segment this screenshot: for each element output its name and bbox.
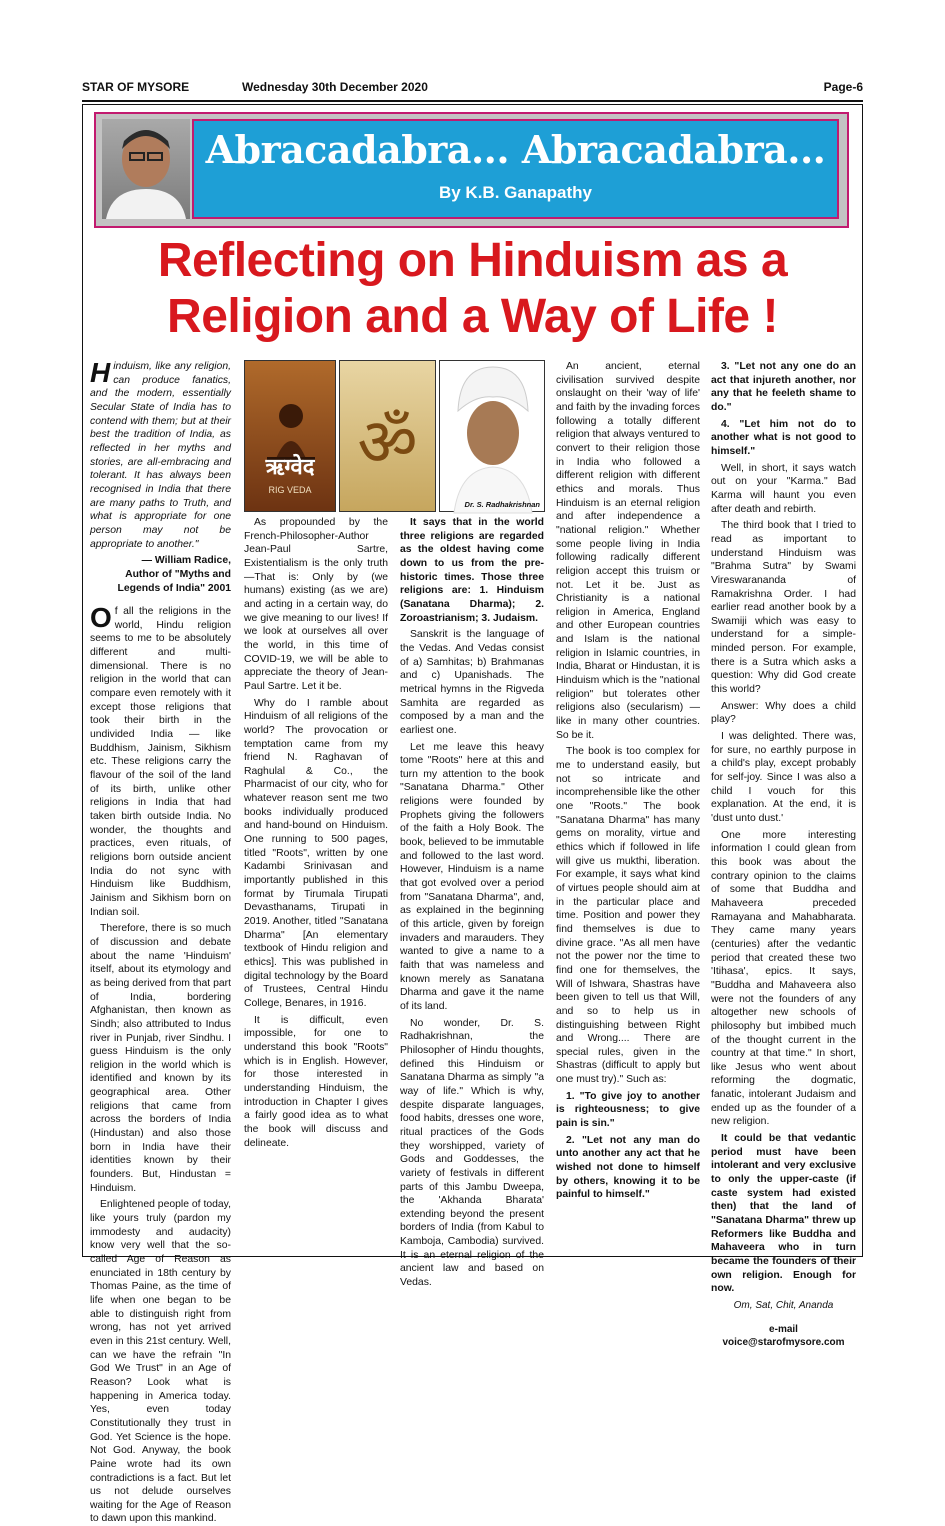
paragraph: Why do I ramble about Hinduism of all religions of the world? The provocation or temptation came from my friend N. Raghavan of Raghulal & Co., the Pharmacist of our city, who for whatever reason sent me two books individually produced and hand-bound on Hinduism. One running to 500 pages, titled "Roots", written by one Kadambi Srinivasan and importantly published in this format by Tirumala Tirupati Devasthanams, Tirupati in 2019. Another, titled "Sanatana Dharma" [An elementary textbook of Hindu religion and ethics]. This was published in digital technology by the Board of Trustees, Central Hindu College, Benares, in 1916.: [244, 697, 388, 1009]
column-2: [244, 516, 388, 1255]
paragraph: The third book that I tried to read as important to understand Hinduism was "Brahma Sutra" by Swami Vireswarananda of Ramakrishna Order. I had earlier read another book by a Swamiji which was easy to understand for a simple-minded person. For example, there is a Sutra which asks a question: Why did God create this world?: [711, 520, 856, 696]
quote-dropcap: H: [90, 357, 111, 388]
masthead: [82, 78, 863, 102]
issue-date: Wednesday 30th December 2020: [242, 80, 428, 94]
paragraph: Let me leave this heavy tome "Roots" here at this and turn my attention to the book "Sanatana Dharma." Other religions were founded by Prophets giving the followers of the faith a Holy Book. The book, believed to be immutable and followed to the last word. However, Hinduism is a name that got evolved over a period from "Sanatana Dharma", and, as explained in the beginning of this article, given by foreign invaders and marauders. They wanted to give a name to a faith that was nameless and known merely as Sanatana Dharma and gave it the name of its land.: [400, 741, 544, 1012]
article-dropcap: O: [90, 602, 112, 634]
paragraph: Enlightened people of today, like yours truly (pardon my immodesty and audacity) know very well that the so-called Age of Reason as enunciated in 18th century by Thomas Paine, as the time of life when one began to be able to distinguish right from wrong, has not yet arrived even in this 21st century. Well, can we have the refrain "In God We Trust" in an Age of Reason? Look what is happening in America today. Yes, even today Constitutionally they trust in God. Yet Science is the hope. Not God. Anyway, the book Paine wrote had its own contradictions is a fact. But let us not delude ourselves waiting for the Age of Reason to dawn upon this mankind.: [90, 1199, 231, 1525]
paragraph: Well, in short, it says watch out on your "Karma." Bad Karma will haunt you even after death and rebirth.: [711, 462, 856, 515]
paragraph: 2. "Let not any man do unto another any act that he wished not done to himself by others, knowing it to be painful to himself.": [556, 1134, 700, 1201]
paragraph: The book is too complex for me to understand easily, but not so intricate and incomprehensible like the other one "Roots." The book "Sanatana Dharma" has many gems on morality, virtue and ethics which if followed in life will give us mukthi, liberation. For example, it says what kind of virtues people should aim at in the particular place and time. Position and power they find themselves is due to divine grace. "As all men have not the power nor the time to find one for themselves, the Will of Ishwara, Shastras have been given to tell us that Will, and so to help us in distinguishing between Right and Wrong.... There are special rules, given in the Shastras (difficult to apply but one must try)." Such as:: [556, 746, 700, 1086]
column-5: [711, 360, 856, 1349]
paper-name: STAR OF MYSORE: [82, 80, 190, 94]
paragraph: An ancient, eternal civilisation survived despite onslaught on their 'way of life' and faith by the invading forces following a totally different religion that always ventured to convert to their religion those in India who followed a different religion with different ethics and morals. Thus Hinduism is an eternal religion and after independence a "national religion." Whether some people living in India following radically different religion accept this truism or not. Let it be. Just as Christianity is a national religion in America, England and other European countries and Islam is the national religion in Islamic countries, in India, Bharat or Hindustan, it is Hinduism which is the "national religion" but tolerates other religions also (secularism) — like in many other countries. So be it.: [556, 361, 700, 741]
radhakrishnan-photo: [439, 360, 545, 512]
om-symbol: ॐ: [357, 404, 418, 481]
quote-attribution-3: Legends of India" 2001: [117, 582, 231, 594]
paragraph: No wonder, Dr. S. Radhakrishnan, the Philosopher of Hindu thoughts, defined this Hinduism or Sanatana Dharma as simply "a way of life." Which is why, despite disparate languages, food habits, dresses one wore, ritual practices of the Gods they worshipped, variety of Gods and Goddesses, the variety of festivals in different parts of this Jambu Dweepa, the 'Akhanda Bharata' extending beyond the present borders of India (from Kabul to Kamboja, Cambodia) survived. It is an eternal religion of the ancient law and based on Vedas.: [400, 1017, 544, 1289]
paragraph: It says that in the world three religions are regarded as the oldest having come down to us from the pre-historic times. Those three religions are: 1. Hinduism (Sanatana Dharma); 2. Zoroastrianism; 3. Judaism.: [400, 517, 544, 624]
banner-title-box: [192, 119, 839, 219]
column-4: [556, 360, 700, 1255]
quote-attribution-1: — William Radice,: [141, 555, 231, 567]
paragraph: Therefore, there is so much of discussion and debate about the name 'Hinduism' itself, about its etymology and as being derived from that part of India, bordering Afghanistan, then known as Sindh; also attributed to Indus river in Punjab, river Sindhu. I guess Hinduism is the only religion in the world which is identified and known by its geographical area. Other religions that came from across the borders of India (Hindustan) and also those born in India have their identities known by their founders. But, Hindustan = Hinduism.: [90, 923, 231, 1194]
paragraph: Answer: Why does a child play?: [711, 700, 856, 726]
paragraph: It is difficult, even impossible, for one to understand this book "Roots" which is in English. However, for those interested in understanding Hinduism, the introduction in Chapter I gives a fairly good idea as to what the book will discuss and delineate.: [244, 1014, 388, 1149]
rig-veda-image: [244, 360, 336, 512]
photo-caption: Dr. S. Radhakrishnan: [464, 500, 540, 509]
author-portrait: [102, 119, 190, 219]
rig-veda-subtitle: RIG VEDA: [268, 485, 312, 495]
paragraph: One more interesting information I could glean from this book was about the contrary opinion to the claims of some that Buddha and Mahaveera preceded Ramayana and Mahabharata. They came many years (centuries) after the vedantic period that created these two 'Itihasa', epics. It says, "Buddha and Mahaveera also were not the founders of any altogether new schools of philosophy but imbibed much of the thought current in the country at that time." In short, like Jesus who went about reforming the dogmatic, fanatic, intolerant Judaism and ended up as the founder of a new religion.: [711, 829, 856, 1128]
byline: By K.B. Ganapathy: [438, 183, 593, 202]
paragraph: As propounded by the French-Philosopher-Author Jean-Paul Sartre, Existentialism is the only truth —That is: Only by (we humans) existing (as we are) and acting in a certain way, do we give meaning to our lives! If we look at ourselves all over the world, in this time of COVID-19, we will be able to appreciate the theory of Jean-Paul Sartre. Let it be.: [244, 517, 388, 692]
column-title: Abracadabra... Abracadabra...: [205, 127, 826, 172]
column-1: [90, 357, 231, 1525]
paragraph: I was delighted. There was, for sure, no earthly purpose in a child's play, except probably for self-joy. Since I was also a child I vouch for this explanation. At the end, it is 'dust unto dust.': [711, 731, 856, 824]
paragraph: 4. "Let him not do to another what is not good to himself.": [711, 418, 856, 457]
column-banner: [94, 112, 849, 228]
headline-line-1: Reflecting on Hinduism as a: [157, 234, 788, 287]
page-number: Page-6: [823, 80, 863, 94]
email-label: e-mail: [769, 1323, 798, 1335]
rig-veda-title: ऋग्वेद: [265, 454, 315, 480]
paragraph: Of all the religions in the world, Hindu religion seems to me to be absolutely different and multi-dimensional. There is no religion in the world that can compare even remotely with it except those religions that took their birth in the undivided India — like Buddhism, Jainism, Sikhism etc. These religions carry the flavour of the soil of the land of its birth, unlike other religions in India that had taken birth outside India. No wonder, the thoughts and practices, even rituals, of religions born outside ancient India do not sync with Hinduism like Buddhism, Jainism and Sikhism born on Indian soil.: [90, 602, 231, 918]
paragraph: 1. "To give joy to another is righteousness; to give pain is sin.": [556, 1090, 700, 1130]
om-image: [339, 360, 436, 512]
paragraph: Sanskrit is the language of the Vedas. And Vedas consist of a) Samhitas; b) Brahmanas and c) Upanishads. The metrical hymns in the Rigveda Samhita are regarded as composed by a man and the earliest one.: [400, 629, 544, 736]
email-link[interactable]: voice@starofmysore.com: [722, 1337, 845, 1349]
quote: Hinduism, like any religion, can produce fanatics, and the modern, essentially Secular State of India has to contend with them; but at their best the tradition of India, as reflected in her myths and stories, are all-embracing and tolerant. It has always been recognised in India that there are many paths to Truth, and what is appropriate for one person may not be appropriate to another.": [90, 357, 231, 550]
column-3: [400, 516, 544, 1289]
paragraph: 3. "Let not any one do an act that injureth another, nor any that he feeleth shame to do.": [711, 361, 856, 413]
paragraph: It could be that vedantic period must have been intolerant and very exclusive to only the upper-caste (if caste system had existed then) that the land of "Sanatana Dharma" threw up Reformers like Buddha and Mahaveera who in turn became the founders of their own religion. Enough for now.: [711, 1133, 856, 1295]
quote-attribution-2: Author of "Myths and: [125, 568, 231, 580]
signoff: Om, Sat, Chit, Ananda: [733, 1299, 834, 1311]
headline-line-2: Religion and a Way of Life !: [167, 290, 778, 343]
headline: [82, 233, 863, 345]
